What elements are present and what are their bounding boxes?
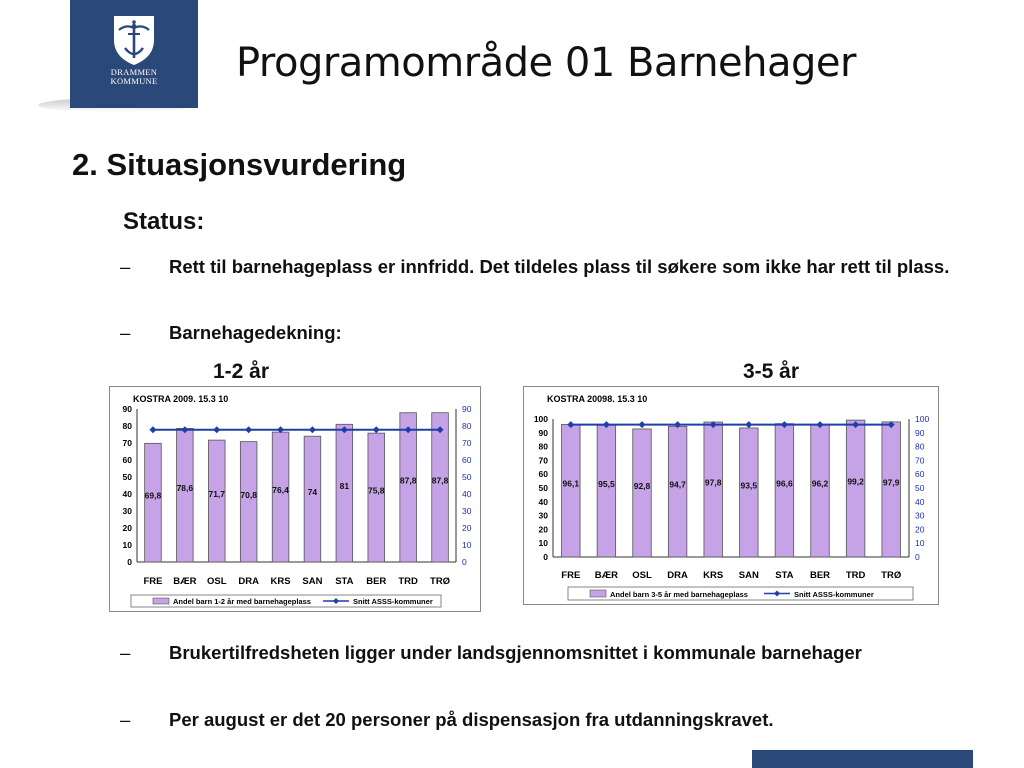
chart-age-1-2: [109, 386, 481, 612]
y-tick-label-right: 20: [915, 524, 925, 535]
bar-data-label: 99,2: [847, 476, 864, 487]
bar: [240, 442, 257, 562]
y-tick-label-left: 40: [538, 496, 548, 507]
chart-source-label: KOSTRA 2009. 15.3 10: [133, 394, 229, 404]
bar-data-label: 93,5: [740, 480, 758, 491]
legend-bar-label: Andel barn 1-2 år med barnehageplass: [173, 597, 311, 606]
chart-source-label: KOSTRA 20098. 15.3 10: [547, 394, 648, 404]
bar-data-label: 75,8: [367, 485, 385, 496]
bullet-text: Rett til barnehageplass er innfridd. Det tildeles plass til søkere som ikke har rett til plass.: [169, 256, 950, 277]
page-title: Programområde 01 Barnehager: [236, 40, 856, 86]
status-label: Status:: [123, 208, 205, 235]
logo-text-line1: DRAMMEN: [110, 67, 158, 77]
drammen-kommune-logo: [70, 0, 198, 108]
bar: [668, 426, 687, 557]
x-tick-label: KRS: [703, 570, 724, 581]
coat-of-arms-icon: [111, 14, 157, 66]
bar: [740, 428, 759, 557]
y-tick-label-left: 10: [538, 538, 548, 549]
bar-data-label: 78,6: [176, 483, 194, 494]
logo-text-line2: KOMMUNE: [110, 76, 158, 86]
bar: [882, 422, 901, 557]
y-tick-label-right: 60: [915, 469, 925, 480]
y-tick-label-right: 30: [462, 506, 472, 516]
y-tick-label-right: 0: [462, 557, 467, 567]
y-tick-label-right: 70: [915, 455, 925, 466]
bar-data-label: 97,8: [704, 477, 722, 488]
y-tick-label-right: 80: [915, 441, 925, 452]
bullet-item: [120, 318, 980, 347]
y-tick-label-left: 70: [122, 438, 132, 448]
bullet-item: [120, 638, 980, 667]
bar-data-label: 81: [339, 481, 350, 492]
bar-data-label: 97,9: [882, 477, 900, 488]
y-tick-label-left: 80: [538, 441, 548, 452]
bar-data-label: 76,4: [272, 485, 289, 496]
bar: [145, 443, 162, 562]
x-tick-label: DRA: [238, 576, 259, 587]
chart-svg-age-1-2: [110, 387, 480, 611]
bullet-dash: –: [120, 709, 131, 730]
x-tick-label: STA: [335, 576, 354, 587]
y-tick-label-right: 30: [915, 510, 925, 521]
y-tick-label-right: 10: [462, 540, 472, 550]
x-tick-label: BER: [809, 570, 831, 581]
y-tick-label-left: 0: [543, 552, 548, 562]
bar-data-label: 94,7: [669, 479, 686, 490]
bullet-item: [120, 252, 980, 281]
x-tick-label: TRØ: [430, 576, 451, 587]
y-tick-label-left: 100: [533, 414, 548, 424]
bar-data-label: 92,8: [633, 480, 651, 491]
section-heading: 2. Situasjonsvurdering: [72, 147, 407, 182]
y-tick-label-left: 80: [122, 421, 132, 431]
bullet-text: Barnehagedekning:: [169, 322, 342, 343]
y-tick-label-left: 70: [538, 455, 548, 466]
bar: [336, 424, 353, 562]
bullet-item: [120, 705, 980, 734]
bar: [704, 422, 723, 557]
x-tick-label: KRS: [270, 576, 291, 587]
y-tick-label-right: 40: [462, 489, 472, 499]
bar-data-label: 96,1: [562, 478, 580, 489]
y-tick-label-right: 90: [462, 404, 472, 414]
x-tick-label: TRØ: [881, 570, 902, 581]
x-tick-label: TRD: [845, 570, 866, 581]
legend-line-label: Snitt ASSS-kommuner: [794, 590, 874, 599]
y-tick-label-left: 20: [538, 524, 548, 535]
bar-data-label: 96,6: [776, 478, 793, 489]
y-tick-label-left: 0: [127, 557, 132, 567]
subhead-age-1-2: 1-2 år: [213, 360, 270, 383]
average-point-marker: [639, 421, 646, 428]
bar-data-label: 95,5: [598, 479, 615, 490]
y-tick-label-left: 50: [122, 472, 132, 482]
average-point-marker: [373, 426, 380, 433]
legend-bar-label: Andel barn 3-5 år med barnehageplass: [610, 590, 748, 599]
y-tick-label-left: 30: [538, 510, 548, 521]
y-tick-label-left: 90: [538, 427, 548, 438]
bar-data-label: 69,8: [144, 490, 162, 501]
bar-data-label: 87,8: [399, 475, 417, 486]
bar: [633, 429, 652, 557]
x-tick-label: DRA: [667, 570, 688, 581]
y-tick-label-left: 90: [122, 404, 132, 414]
y-tick-label-right: 20: [462, 523, 472, 533]
x-tick-label: BÆR: [173, 576, 197, 587]
x-tick-label: OSL: [632, 570, 652, 581]
y-tick-label-right: 10: [915, 538, 925, 549]
bullet-text: Per august er det 20 personer på dispensasjon fra utdanningskravet.: [169, 709, 774, 730]
y-tick-label-left: 20: [122, 523, 132, 533]
bar: [775, 424, 794, 557]
average-point-marker: [745, 421, 752, 428]
chart-age-3-5: [523, 386, 939, 605]
legend-bar-swatch: [590, 590, 606, 597]
average-point-marker: [213, 426, 220, 433]
y-tick-label-right: 40: [915, 496, 925, 507]
y-tick-label-right: 90: [915, 427, 925, 438]
y-tick-label-left: 60: [122, 455, 132, 465]
x-tick-label: OSL: [206, 576, 227, 587]
x-tick-label: FRE: [561, 570, 581, 581]
x-tick-label: BÆR: [594, 570, 619, 581]
average-point-marker: [245, 426, 252, 433]
bar-data-label: 74: [307, 487, 318, 498]
bar: [304, 436, 321, 562]
bar: [208, 440, 225, 562]
bar: [400, 413, 417, 562]
bar: [811, 424, 830, 557]
bullet-dash: –: [120, 322, 131, 343]
bar-data-label: 70,8: [240, 489, 257, 500]
y-tick-label-right: 50: [462, 472, 472, 482]
bar-data-label: 71,7: [208, 489, 226, 500]
y-tick-label-right: 80: [462, 421, 472, 431]
average-point-marker: [149, 426, 156, 433]
bullet-text: Brukertilfredsheten ligger under landsgjennomsnittet i kommunale barnehager: [169, 642, 862, 663]
bullet-dash: –: [120, 642, 131, 663]
footer-bar: [752, 750, 973, 768]
x-tick-label: FRE: [143, 576, 163, 587]
bar: [272, 432, 289, 562]
bar: [562, 424, 581, 557]
x-tick-label: TRD: [398, 576, 418, 587]
y-tick-label-right: 60: [462, 455, 472, 465]
bar: [432, 413, 449, 562]
y-tick-label-left: 30: [122, 506, 132, 516]
y-tick-label-right: 50: [915, 483, 925, 493]
legend-line-label: Snitt ASSS-kommuner: [353, 597, 433, 606]
x-tick-label: SAN: [738, 570, 759, 581]
y-tick-label-left: 40: [122, 489, 132, 499]
chart-svg-age-3-5: [524, 387, 938, 604]
bar: [368, 433, 385, 562]
subhead-age-3-5: 3-5 år: [743, 360, 800, 383]
legend-bar-swatch: [153, 598, 169, 604]
y-tick-label-left: 50: [538, 483, 548, 493]
y-tick-label-right: 70: [462, 438, 472, 448]
y-tick-label-left: 60: [538, 469, 548, 480]
bullet-dash: –: [120, 256, 131, 277]
bar: [846, 420, 865, 557]
x-tick-label: STA: [775, 570, 794, 581]
bar-data-label: 87,8: [431, 475, 449, 486]
y-tick-label-right: 100: [915, 414, 930, 424]
bar: [177, 428, 194, 562]
bar: [597, 425, 616, 557]
x-tick-label: BER: [366, 576, 387, 587]
x-tick-label: SAN: [302, 576, 323, 587]
average-point-marker: [309, 426, 316, 433]
y-tick-label-left: 10: [122, 540, 132, 550]
y-tick-label-right: 0: [915, 552, 920, 562]
bar-data-label: 96,2: [811, 478, 829, 489]
